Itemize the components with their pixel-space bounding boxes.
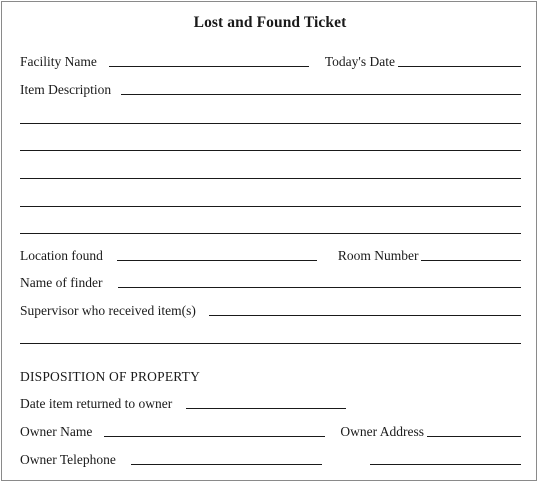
name-of-finder-label: Name of finder [20,275,103,290]
row-facility-date [20,52,521,70]
owner-name-field[interactable] [104,436,325,437]
room-number-field[interactable] [421,260,521,261]
item-description-label: Item Description [20,82,112,97]
description-line-2[interactable] [20,150,521,151]
owner-address-label: Owner Address [340,424,424,439]
description-line-3[interactable] [20,178,521,179]
owner-telephone-field[interactable] [131,464,322,465]
row-date-returned [20,394,521,412]
room-number-label: Room Number [337,248,419,263]
row-owner-telephone [20,450,521,468]
row-name-of-finder [20,273,521,291]
row-location-room [20,246,521,264]
name-of-finder-field[interactable] [118,287,521,288]
supervisor-label: Supervisor who received item(s) [20,303,196,318]
date-returned-field[interactable] [186,408,346,409]
supervisor-extra-line[interactable] [20,343,521,344]
location-found-field[interactable] [117,260,317,261]
owner-telephone-label: Owner Telephone [20,452,116,467]
row-owner-name-address [20,422,521,440]
owner-name-label: Owner Name [20,424,93,439]
facility-name-field[interactable] [109,66,309,67]
item-description-field[interactable] [121,94,521,95]
owner-address-line-2[interactable] [370,464,521,465]
description-line-5[interactable] [20,233,521,234]
description-line-4[interactable] [20,206,521,207]
row-supervisor [20,301,521,319]
row-item-description [20,80,521,98]
supervisor-field[interactable] [209,315,521,316]
description-line-1[interactable] [20,123,521,124]
disposition-heading: DISPOSITION OF PROPERTY [20,369,201,384]
form-title: Lost and Found Ticket [193,14,347,31]
owner-address-field[interactable] [427,436,521,437]
date-returned-label: Date item returned to owner [20,396,173,411]
facility-name-label: Facility Name [20,54,97,69]
location-found-label: Location found [20,248,103,263]
todays-date-field[interactable] [398,66,521,67]
todays-date-label: Today's Date [324,54,395,69]
